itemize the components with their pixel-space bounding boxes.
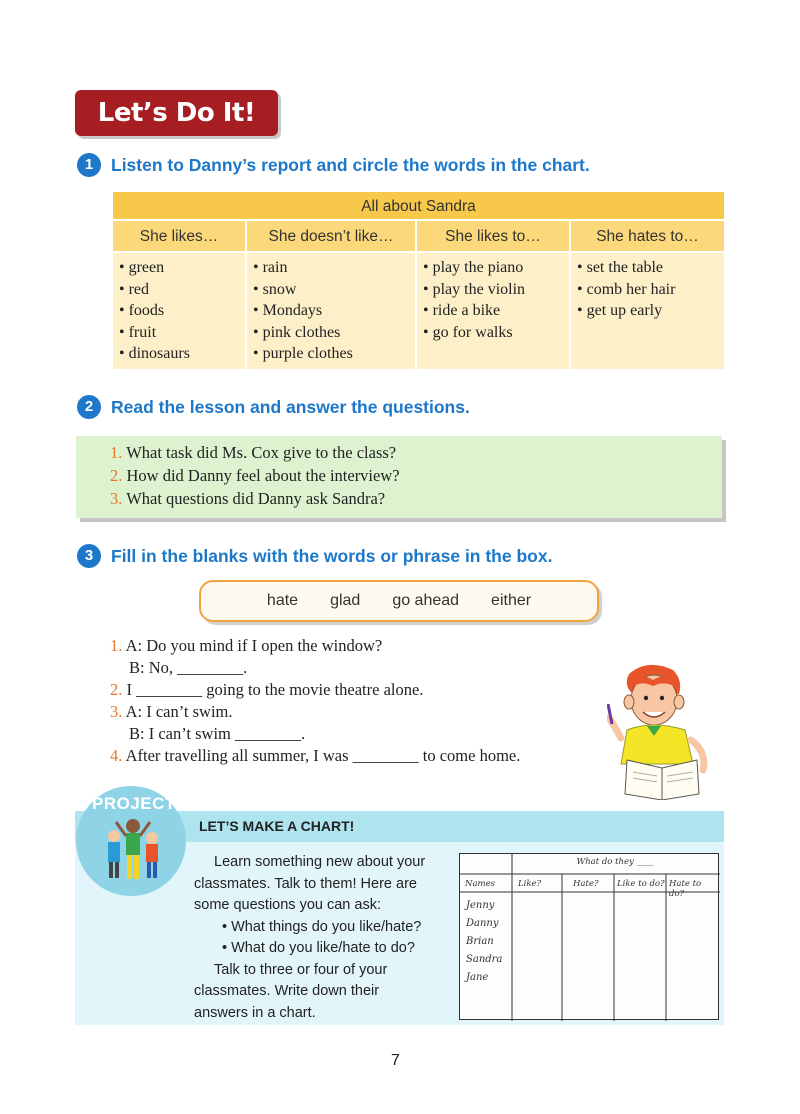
hchart-title: What do they ____ [576, 857, 654, 867]
project-label: PROJECT [92, 794, 176, 813]
question-item [110, 441, 722, 464]
instruction-line: some questions you can ask: [194, 897, 381, 913]
hchart-column: Hate? [573, 879, 599, 889]
handwritten-chart [459, 853, 719, 1020]
instruction-line: classmates. Write down their [194, 983, 380, 999]
item-number: 3. [110, 702, 123, 721]
question-text: How did Danny feel about the interview? [122, 466, 400, 485]
word-option: either [491, 592, 532, 609]
chart-word[interactable]: • foods [119, 302, 165, 319]
question-item [110, 487, 722, 510]
fill-item-line [110, 745, 610, 767]
hchart-column: Names [465, 879, 495, 889]
item-number: 1. [110, 636, 123, 655]
instruction-line: • What things do you like/hate? [222, 918, 422, 935]
section-number-badge: 1 [77, 153, 101, 177]
instruction-line: Learn something new about your [214, 854, 426, 870]
chart-word[interactable]: • ride a bike [423, 302, 501, 319]
section-3-heading [77, 544, 552, 568]
word-option: glad [330, 592, 361, 609]
chart-header: She likes… [113, 221, 247, 253]
chart-column-likes-to [417, 253, 571, 369]
section-number-badge: 2 [77, 395, 101, 419]
question-text: What task did Ms. Cox give to the class? [122, 443, 397, 462]
chart-word[interactable]: • set the table [577, 259, 664, 276]
hchart-name: Danny [466, 918, 499, 929]
chart-column-hates-to [571, 253, 724, 369]
chart-word[interactable]: • red [119, 280, 150, 298]
chart-header: She doesn’t like… [247, 221, 417, 253]
question-text: What questions did Danny ask Sandra? [122, 489, 386, 508]
instruction-line: Talk to three or four of your [214, 961, 388, 978]
project-instructions [194, 852, 454, 1024]
chart-column-likes [113, 253, 247, 369]
word-option: go ahead [392, 592, 460, 609]
chart-word[interactable]: • fruit [119, 323, 157, 341]
kids-illustration [100, 812, 166, 884]
chart-header-row [113, 221, 724, 253]
chart-column-doesnt-like [247, 253, 417, 369]
fill-item-line [110, 635, 610, 657]
hchart-name: Sandra [466, 954, 503, 965]
chart-word[interactable]: • go for walks [423, 323, 513, 341]
fill-in-list [110, 635, 610, 767]
fill-item-line [110, 679, 610, 701]
chart-word[interactable]: • play the violin [423, 280, 526, 298]
item-number: 4. [110, 746, 123, 765]
project-heading: LET’S MAKE A CHART! [199, 818, 355, 834]
section-title: Fill in the blanks with the words or phrase in the box. [111, 545, 553, 566]
item-text: After travelling all summer, I was ________ to come home. [122, 746, 521, 765]
chart-word[interactable]: • Mondays [253, 302, 323, 319]
hchart-names [466, 897, 502, 987]
chart-word[interactable]: • dinosaurs [119, 345, 190, 362]
instruction-line: classmates. Talk to them! Here are [194, 875, 417, 892]
section-1-heading [77, 153, 590, 177]
word-option: hate [266, 592, 299, 609]
chart-header: She likes to… [417, 221, 571, 253]
chart-word[interactable]: • play the piano [423, 259, 524, 276]
instruction-line: • What do you like/hate to do? [222, 940, 415, 956]
question-number: 1. [110, 443, 123, 462]
page-number: 7 [391, 1052, 400, 1069]
hchart-column: Like? [518, 879, 542, 889]
hchart-name: Brian [466, 936, 494, 947]
item-text: A: Do you mind if I open the window? [122, 636, 383, 655]
instruction-line: answers in a chart. [194, 1004, 316, 1021]
hchart-column: Like to do? [617, 879, 665, 889]
chart-title: All about Sandra [113, 192, 724, 221]
section-number-badge: 3 [77, 544, 101, 568]
hchart-column: Hate to do? [669, 879, 702, 899]
question-number: 3. [110, 489, 123, 508]
boy-reading-illustration [607, 660, 717, 800]
section-title: Listen to Danny’s report and circle the words in the chart. [111, 154, 590, 175]
item-number: 2. [110, 680, 123, 699]
chart-word[interactable]: • get up early [577, 302, 663, 319]
section-2-heading [77, 395, 470, 419]
chart-word[interactable]: • snow [253, 280, 297, 298]
item-text: I ________ going to the movie theatre alone. [122, 680, 424, 699]
chart-header: She hates to… [571, 221, 724, 253]
question-number: 2. [110, 466, 123, 485]
chart-word[interactable]: • green [119, 259, 165, 276]
chart-word[interactable]: • comb her hair [577, 280, 676, 298]
chart-body [113, 253, 724, 369]
section-title: Read the lesson and answer the questions. [111, 396, 470, 417]
fill-item-line: B: No, ________. [129, 658, 248, 677]
item-text: A: I can’t swim. [122, 702, 233, 721]
questions-box [76, 436, 722, 518]
chart-word[interactable]: • pink clothes [253, 323, 341, 341]
lets-do-it-banner: Let’s Do It! [75, 90, 278, 136]
question-item [110, 464, 722, 487]
sandra-chart [113, 192, 724, 369]
hchart-name: Jenny [466, 900, 495, 911]
word-box [199, 580, 599, 622]
chart-word[interactable]: • rain [253, 259, 288, 276]
hchart-name: Jane [466, 972, 489, 983]
chart-word[interactable]: • purple clothes [253, 345, 353, 362]
fill-item-line: B: I can’t swim ________. [129, 724, 306, 743]
fill-item-line [110, 701, 610, 723]
